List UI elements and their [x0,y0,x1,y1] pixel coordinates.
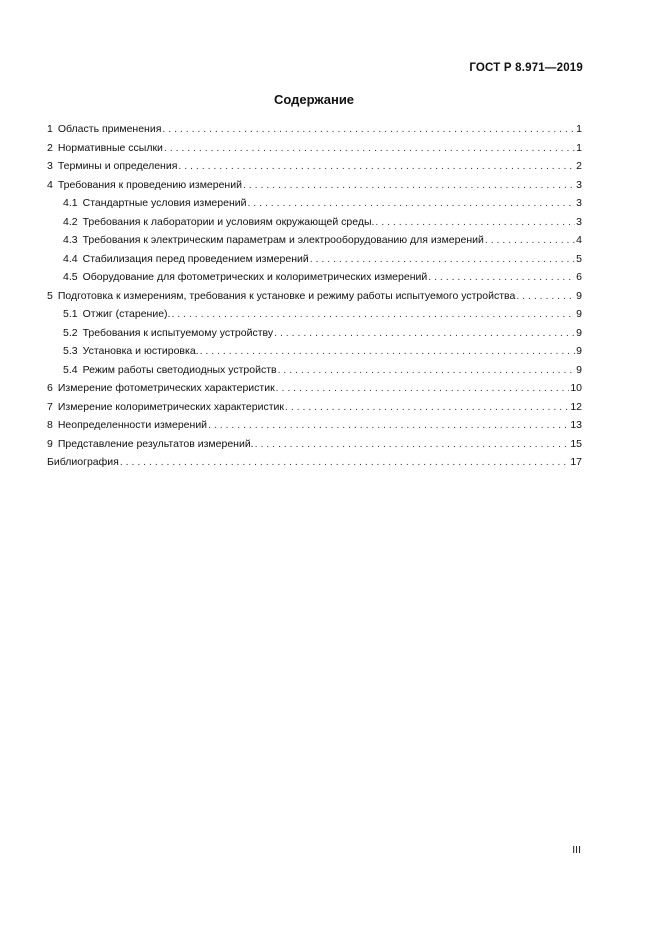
toc-entry-title: Установка и юстировка. [82,345,199,357]
toc-entry-page: 1 [576,123,582,135]
toc-entry[interactable] [47,379,582,398]
toc-dot-leader [428,268,575,287]
toc-entry-number: 7 [47,400,53,413]
toc-entry[interactable] [47,435,582,454]
toc-entry-number: 5.2 [63,326,78,339]
toc-entry-number: 6 [47,382,53,394]
toc-entry-title: Оборудование для фотометрических и колориметрических измерений [82,271,428,283]
toc-dot-leader [310,250,575,269]
toc-entry-page: 1 [576,141,582,154]
toc-entry[interactable] [47,324,582,343]
toc-dot-leader [164,139,575,158]
toc-entry-number: 8 [47,419,53,431]
toc-entry[interactable] [47,268,582,287]
toc-entry-title: Стандартные условия измерений [82,197,247,209]
toc-entry[interactable] [47,305,582,324]
toc-entry-number: 9 [47,437,53,450]
toc-dot-leader [178,157,575,176]
toc-dot-leader [276,379,570,398]
toc-entry-page: 9 [576,308,582,320]
toc-entry-number: 1 [47,123,53,135]
toc-entry-number: 4.5 [63,271,78,283]
toc-entry-page: 9 [576,345,582,357]
toc-dot-leader [274,324,575,343]
toc-dot-leader [200,342,576,361]
toc-entry-page: 4 [576,234,582,246]
toc-dot-leader [285,398,569,417]
toc-entry[interactable] [47,194,582,213]
toc-entry-page: 9 [576,326,582,339]
toc-dot-leader [120,453,569,472]
toc-entry[interactable] [47,213,582,232]
toc-entry-title: Измерение колориметрических характеристик [57,400,284,413]
toc-dot-leader [162,120,575,139]
toc-entry-title: Требования к электрическим параметрам и электрооборудованию для измерений [82,234,484,246]
toc-dot-leader [516,287,575,306]
toc-dot-leader [171,305,575,324]
toc-entry-number: 4.3 [63,234,78,246]
toc-entry-title: Неопределенности измерений [57,419,208,431]
toc-entry[interactable] [47,342,582,361]
toc-entry[interactable] [47,416,582,435]
toc-entry[interactable] [47,398,582,417]
toc-entry-page: 3 [576,197,582,209]
toc-entry-page: 9 [576,363,582,376]
toc-entry-number: 5.4 [63,363,78,376]
toc-entry-number: 4 [47,178,53,191]
toc-entry-page: 10 [570,382,582,394]
toc-entry-page: 9 [576,289,582,302]
toc-title: Содержание [273,92,355,107]
toc-entry-title: Нормативные ссылки [57,141,163,154]
toc-entry-title: Стабилизация перед проведением измерений [82,252,309,265]
toc-entry-title: Измерение фотометрических характеристик [57,382,275,394]
toc-dot-leader [243,176,575,195]
toc-entry[interactable] [47,139,582,158]
toc-entry-title: Требования к проведению измерений [57,178,242,191]
toc-entry[interactable] [47,176,582,195]
toc-entry[interactable] [47,250,582,269]
toc-dot-leader [485,231,575,250]
toc-entry-title: Представление результатов измерений. [57,437,254,450]
toc-entry-title: Требования к лаборатории и условиям окружающей среды. [82,215,375,228]
toc-entry-title: Отжиг (старение). [82,308,171,320]
toc-entry[interactable] [47,231,582,250]
toc-entry[interactable] [47,453,582,472]
toc-entry-page: 2 [576,160,582,172]
toc-dot-leader [375,213,575,232]
toc-entry[interactable] [47,361,582,380]
toc-entry[interactable] [47,287,582,306]
toc-entry-title: Библиография [47,456,119,468]
toc-dot-leader [208,416,569,435]
toc-entry-page: 13 [570,419,582,431]
table-of-contents [47,120,582,472]
toc-entry-number: 5.3 [63,345,78,357]
toc-entry-page: 6 [576,271,582,283]
page-number: III [572,844,581,856]
toc-dot-leader [255,435,570,454]
toc-entry-number: 5 [47,289,53,302]
toc-entry-number: 4.4 [63,252,78,265]
toc-entry-page: 3 [576,215,582,228]
toc-entry-page: 5 [576,252,582,265]
toc-entry-number: 5.1 [63,308,78,320]
toc-entry-number: 2 [47,141,53,154]
toc-dot-leader [247,194,575,213]
toc-entry-title: Подготовка к измерениям, требования к установке и режиму работы испытуемого устройства [57,289,516,302]
toc-entry-title: Требования к испытуемому устройству [82,326,274,339]
toc-entry-page: 15 [570,437,582,450]
toc-entry-page: 17 [570,456,582,468]
toc-entry[interactable] [47,157,582,176]
toc-entry-number: 4.2 [63,215,78,228]
toc-entry-title: Режим работы светодиодных устройств [82,363,277,376]
toc-entry-title: Область применения [57,123,162,135]
toc-entry-title: Термины и определения [57,160,178,172]
toc-entry-number: 4.1 [63,197,78,209]
toc-entry-number: 3 [47,160,53,172]
toc-dot-leader [278,361,576,380]
toc-entry-page: 12 [570,400,582,413]
toc-entry-page: 3 [576,178,582,191]
toc-entry[interactable] [47,120,582,139]
standard-code: ГОСТ Р 8.971—2019 [469,62,583,74]
